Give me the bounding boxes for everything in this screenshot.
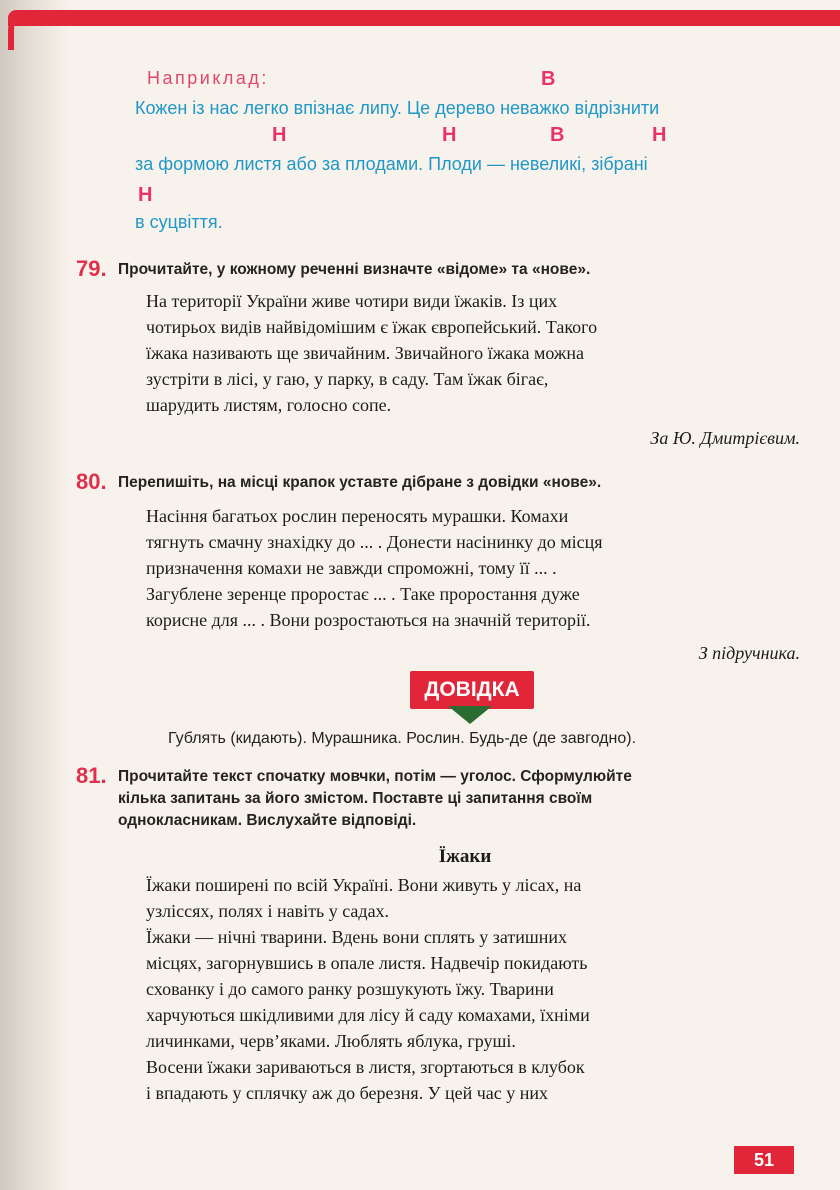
text-line: і впадають у сплячку аж до березня. У цей час у них: [146, 1083, 549, 1103]
exercise-81-text: [146, 872, 796, 1106]
page-shadow: [0, 0, 70, 1190]
example-label: Наприклад:: [147, 68, 269, 88]
text-line: Восени їжаки зариваються в листя, згортаються в клубок: [146, 1057, 585, 1077]
text-line: На території України живе чотири види їжаків. Із цих: [146, 291, 558, 311]
text-line: харчуються шкідливими для лісу й саду комахами, їхніми: [146, 1005, 590, 1025]
top-band-corner: [8, 10, 40, 50]
text-line: корисне для ... . Вони розростаються на значній території.: [146, 610, 591, 630]
exercise-79-task: Прочитайте, у кожному реченні визначте «відоме» та «нове».: [118, 261, 591, 278]
exercise-81-number: 81.: [76, 763, 107, 788]
text-line: Їжаки — нічні тварини. Вдень вони сплять у затишних: [146, 927, 568, 947]
exercise-79-text: [146, 288, 796, 418]
text-line: тягнуть смачну знахідку до ... . Донести насінинку до місця: [146, 532, 603, 552]
text-line: місцях, загорнувшись в опале листя. Надвечір покидають: [146, 953, 588, 973]
dovidka-arrow-icon: [448, 706, 492, 724]
mark-known: В: [550, 124, 565, 146]
example-line-1: Кожен із нас легко впізнає липу. Це дерево неважко відрізнити: [135, 98, 660, 118]
example-line-2: за формою листя або за плодами. Плоди — невеликі, зібрані: [135, 154, 648, 174]
page-number: 51: [734, 1146, 794, 1174]
text-line: узліссях, полях і навіть у садах.: [146, 901, 390, 921]
text-line: Насіння багатьох рослин переносять мурашки. Комахи: [146, 506, 569, 526]
mark-known: В: [541, 68, 556, 90]
dovidka-badge: ДОВІДКА: [410, 671, 534, 709]
exercise-80-text: [146, 503, 796, 633]
exercise-80-task: Перепишіть, на місці крапок уставте дібране з довідки «нове».: [118, 474, 602, 491]
text-title: Їжаки: [438, 846, 492, 867]
mark-new: Н: [652, 124, 667, 146]
text-line: Їжаки поширені по всій Україні. Вони живуть у лісах, на: [146, 875, 582, 895]
mark-new: Н: [138, 184, 153, 206]
text-line: їжака називають ще звичайним. Звичайного їжака можна: [146, 343, 584, 363]
text-line: личинками, черв’яками. Люблять яблука, груші.: [146, 1031, 516, 1051]
text-line: Загублене зеренце проростає ... . Таке проростання дуже: [146, 584, 580, 604]
task-line: Прочитайте текст спочатку мовчки, потім — уголос. Сформулюйте: [118, 768, 632, 785]
top-red-band: [8, 10, 840, 26]
exercise-81-task: [118, 766, 808, 832]
mark-new: Н: [272, 124, 287, 146]
mark-new: Н: [442, 124, 457, 146]
text-line: шарудить листям, голосно сопе.: [146, 395, 392, 415]
dovidka-hint: Гублять (кидають). Мурашника. Рослин. Будь-де (де завгодно).: [168, 730, 637, 747]
text-line: зустріти в лісі, у гаю, у парку, в саду. Там їжак бігає,: [146, 369, 549, 389]
text-line: чотирьох видів найвідомішим є їжак європейський. Такого: [146, 317, 598, 337]
exercise-79-number: 79.: [76, 256, 107, 281]
exercise-79-author: За Ю. Дмитрієвим.: [650, 428, 800, 448]
task-line: однокласникам. Вислухайте відповіді.: [118, 812, 417, 829]
task-line: кілька запитань за його змістом. Поставте ці запитання своїм: [118, 790, 593, 807]
example-line-3: в суцвіття.: [135, 212, 223, 232]
text-line: призначення комахи не завжди спроможні, тому її ... .: [146, 558, 557, 578]
exercise-80-number: 80.: [76, 469, 107, 494]
text-line: схованку і до самого ранку розшукують їжу. Тварини: [146, 979, 554, 999]
exercise-80-author: З підручника.: [698, 643, 800, 663]
